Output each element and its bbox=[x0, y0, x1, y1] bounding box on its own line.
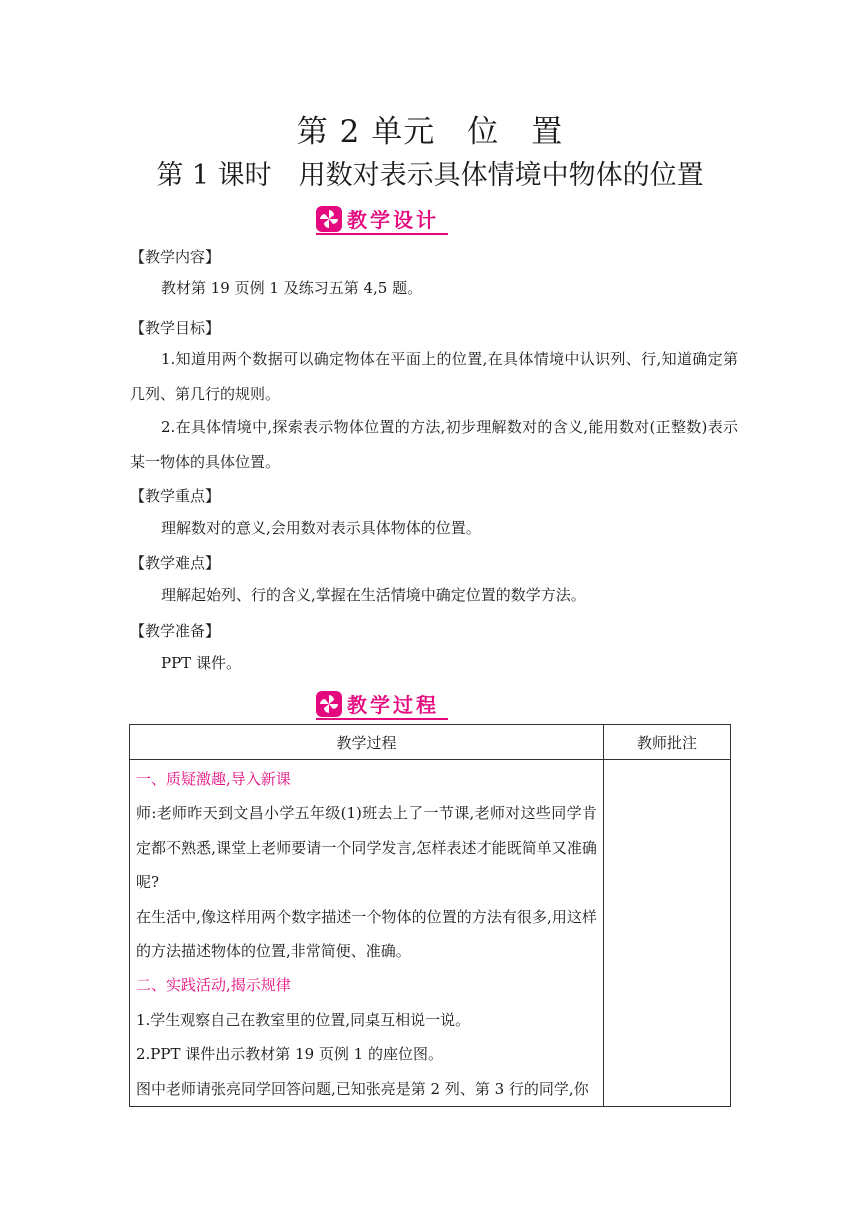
process-cell bbox=[130, 760, 604, 1107]
process-paragraph: 图中老师请张亮同学回答问题,已知张亮是第 2 列、第 3 行的同学,你 bbox=[136, 1079, 589, 1098]
process-paragraph: 1.学生观察自己在教室里的位置,同桌互相说一说。 bbox=[136, 1010, 471, 1029]
table-header-row bbox=[130, 725, 731, 760]
section-title: 一、质疑激趣,导入新课 bbox=[136, 770, 291, 788]
unit-title: 第 2 单元 位 置 bbox=[296, 114, 564, 150]
header-process: 教学过程 bbox=[130, 725, 604, 760]
header-teacher-notes: 教师批注 bbox=[603, 725, 730, 760]
banner-underline bbox=[316, 718, 448, 720]
pinwheel-logo-icon bbox=[316, 206, 342, 232]
content-heading: 【教学内容】 bbox=[130, 248, 221, 266]
key-points-heading: 【教学重点】 bbox=[130, 487, 221, 505]
process-paragraph: 2.PPT 课件出示教材第 19 页例 1 的座位图。 bbox=[136, 1045, 443, 1064]
goal-item-1: 1.知道用两个数据可以确定物体在平面上的位置,在具体情境中认识列、行,知道确定第几列、第几行的规则。 bbox=[130, 350, 738, 403]
teaching-process-banner bbox=[316, 688, 448, 720]
process-paragraph: 师:老师昨天到文昌小学五年级(1)班去上了一节课,老师对这些同学肯定都不熟悉,课堂上老师要请一个同学发言,怎样表述才能既简单又准确呢? bbox=[136, 804, 597, 892]
content-text: 教材第 19 页例 1 及练习五第 4,5 题。 bbox=[161, 279, 423, 297]
preparation-text: PPT 课件。 bbox=[161, 654, 241, 672]
lesson-title: 第 1 课时 用数对表示具体情境中物体的位置 bbox=[156, 160, 704, 191]
difficulties-text: 理解起始列、行的含义,掌握在生活情境中确定位置的数学方法。 bbox=[161, 586, 586, 604]
process-paragraph: 在生活中,像这样用两个数字描述一个物体的位置的方法有很多,用这样的方法描述物体的位置,非常简便、准确。 bbox=[136, 907, 597, 961]
banner-underline bbox=[316, 233, 448, 235]
teaching-process-table bbox=[129, 724, 731, 1107]
teaching-design-banner bbox=[316, 203, 448, 235]
table-row bbox=[130, 760, 731, 1107]
key-points-text: 理解数对的意义,会用数对表示具体物体的位置。 bbox=[161, 519, 481, 537]
goal-item-2: 2.在具体情境中,探索表示物体位置的方法,初步理解数对的含义,能用数对(正整数)表示某一物体的具体位置。 bbox=[130, 418, 738, 471]
banner-text: 教学设计 bbox=[347, 208, 439, 232]
banner-text: 教学过程 bbox=[347, 693, 439, 717]
difficulties-heading: 【教学难点】 bbox=[130, 554, 221, 572]
pinwheel-logo-icon bbox=[316, 691, 342, 717]
section-title: 二、实践活动,揭示规律 bbox=[136, 976, 291, 995]
preparation-heading: 【教学准备】 bbox=[130, 622, 221, 640]
teacher-notes-cell bbox=[603, 760, 730, 1107]
goals-heading: 【教学目标】 bbox=[130, 319, 221, 337]
